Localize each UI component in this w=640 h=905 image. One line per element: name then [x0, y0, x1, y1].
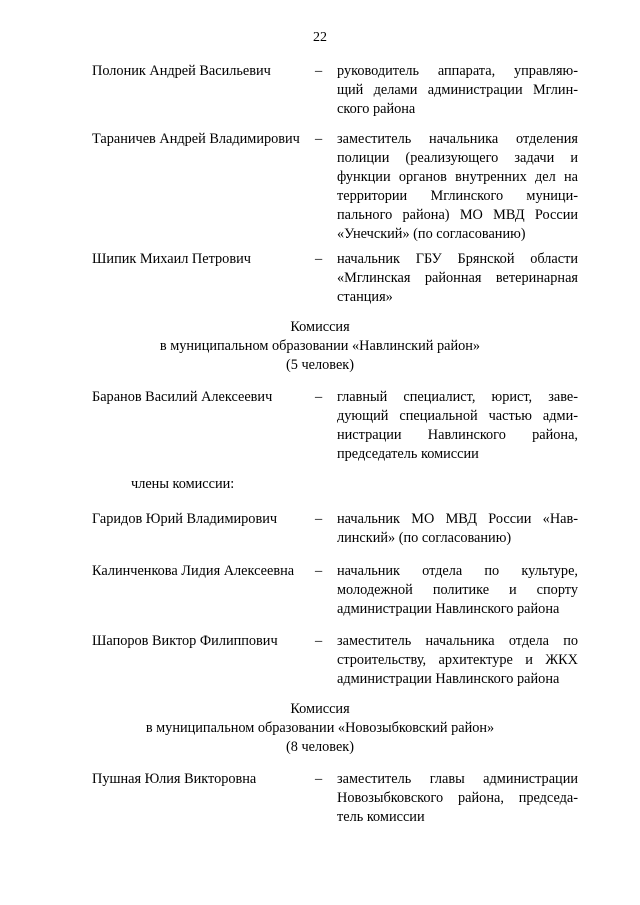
commission-heading: [0, 318, 640, 375]
commission-count: (5 человек): [285, 357, 355, 373]
role-line: строительству, архитектуре и ЖКХ: [337, 652, 578, 668]
member-name: Гаридов Юрий Владимирович: [92, 511, 278, 527]
member-role: [337, 632, 578, 689]
dash-separator: –: [315, 131, 323, 147]
role-line: нистрации Навлинского района,: [337, 427, 578, 443]
member-name: Пушная Юлия Викторовна: [92, 771, 257, 787]
dash-separator: –: [315, 389, 323, 405]
role-line: начальник отдела по культуре,: [337, 563, 578, 579]
role-line: начальник МО МВД России «Нав-: [337, 511, 578, 527]
role-line: администрации Навлинского района: [337, 671, 560, 687]
role-line: станция»: [337, 289, 393, 305]
role-line: председатель комиссии: [337, 446, 479, 462]
member-role: [337, 770, 578, 827]
dash-separator: –: [315, 511, 323, 527]
role-line: молодежной политике и спорту: [337, 582, 578, 598]
role-line: территории Мглинского муници-: [337, 188, 578, 204]
role-line: заместитель главы администрации: [337, 771, 578, 787]
commission-title: Комиссия: [290, 319, 350, 335]
role-line: начальник ГБУ Брянской области: [337, 251, 578, 267]
dash-separator: –: [315, 633, 323, 649]
role-line: Новозыбковского района, председа-: [337, 790, 578, 806]
member-name: Калинченкова Лидия Алексеевна: [92, 563, 295, 579]
page-number: 22: [313, 30, 327, 45]
member-role: [337, 388, 578, 464]
role-line: заместитель начальника отдела по: [337, 633, 578, 649]
role-line: тель комиссии: [337, 809, 425, 825]
member-role: [337, 562, 578, 619]
dash-separator: –: [315, 771, 323, 787]
member-role: [337, 62, 578, 119]
role-line: главный специалист, юрист, заве-: [337, 389, 578, 405]
role-line: руководитель аппарата, управляю-: [337, 63, 578, 79]
member-name: Полоник Андрей Васильевич: [92, 63, 271, 79]
member-name: Тараничев Андрей Владимирович: [92, 131, 300, 147]
dash-separator: –: [315, 63, 323, 79]
commission-subtitle: в муниципальном образовании «Новозыбковский район»: [145, 720, 495, 736]
role-line: функции органов внутренних дел на: [337, 169, 578, 185]
member-role: [337, 250, 578, 307]
member-name: Баранов Василий Алексеевич: [92, 389, 273, 405]
commission-heading: [0, 700, 640, 757]
role-line: полиции (реализующего задачи и: [337, 150, 578, 166]
member-role: [337, 510, 578, 548]
dash-separator: –: [315, 251, 323, 267]
role-line: заместитель начальника отделения: [337, 131, 578, 147]
role-line: «Унечский» (по согласованию): [337, 226, 526, 242]
commission-subtitle: в муниципальном образовании «Навлинский район»: [159, 338, 481, 354]
member-name: Шипик Михаил Петрович: [92, 251, 251, 267]
role-line: ского района: [337, 101, 416, 117]
members-label: члены комиссии:: [131, 476, 235, 492]
role-line: пального района) МО МВД России: [337, 207, 578, 223]
role-line: дующий специальной частью адми-: [337, 408, 578, 424]
role-line: щий делами администрации Мглин-: [337, 82, 578, 98]
member-role: [337, 130, 578, 244]
commission-count: (8 человек): [285, 739, 355, 755]
role-line: «Мглинская районная ветеринарная: [337, 270, 578, 286]
dash-separator: –: [315, 563, 323, 579]
commission-title: Комиссия: [290, 701, 350, 717]
role-line: линский» (по согласованию): [337, 530, 512, 546]
member-name: Шапоров Виктор Филиппович: [92, 633, 278, 649]
role-line: администрации Навлинского района: [337, 601, 560, 617]
